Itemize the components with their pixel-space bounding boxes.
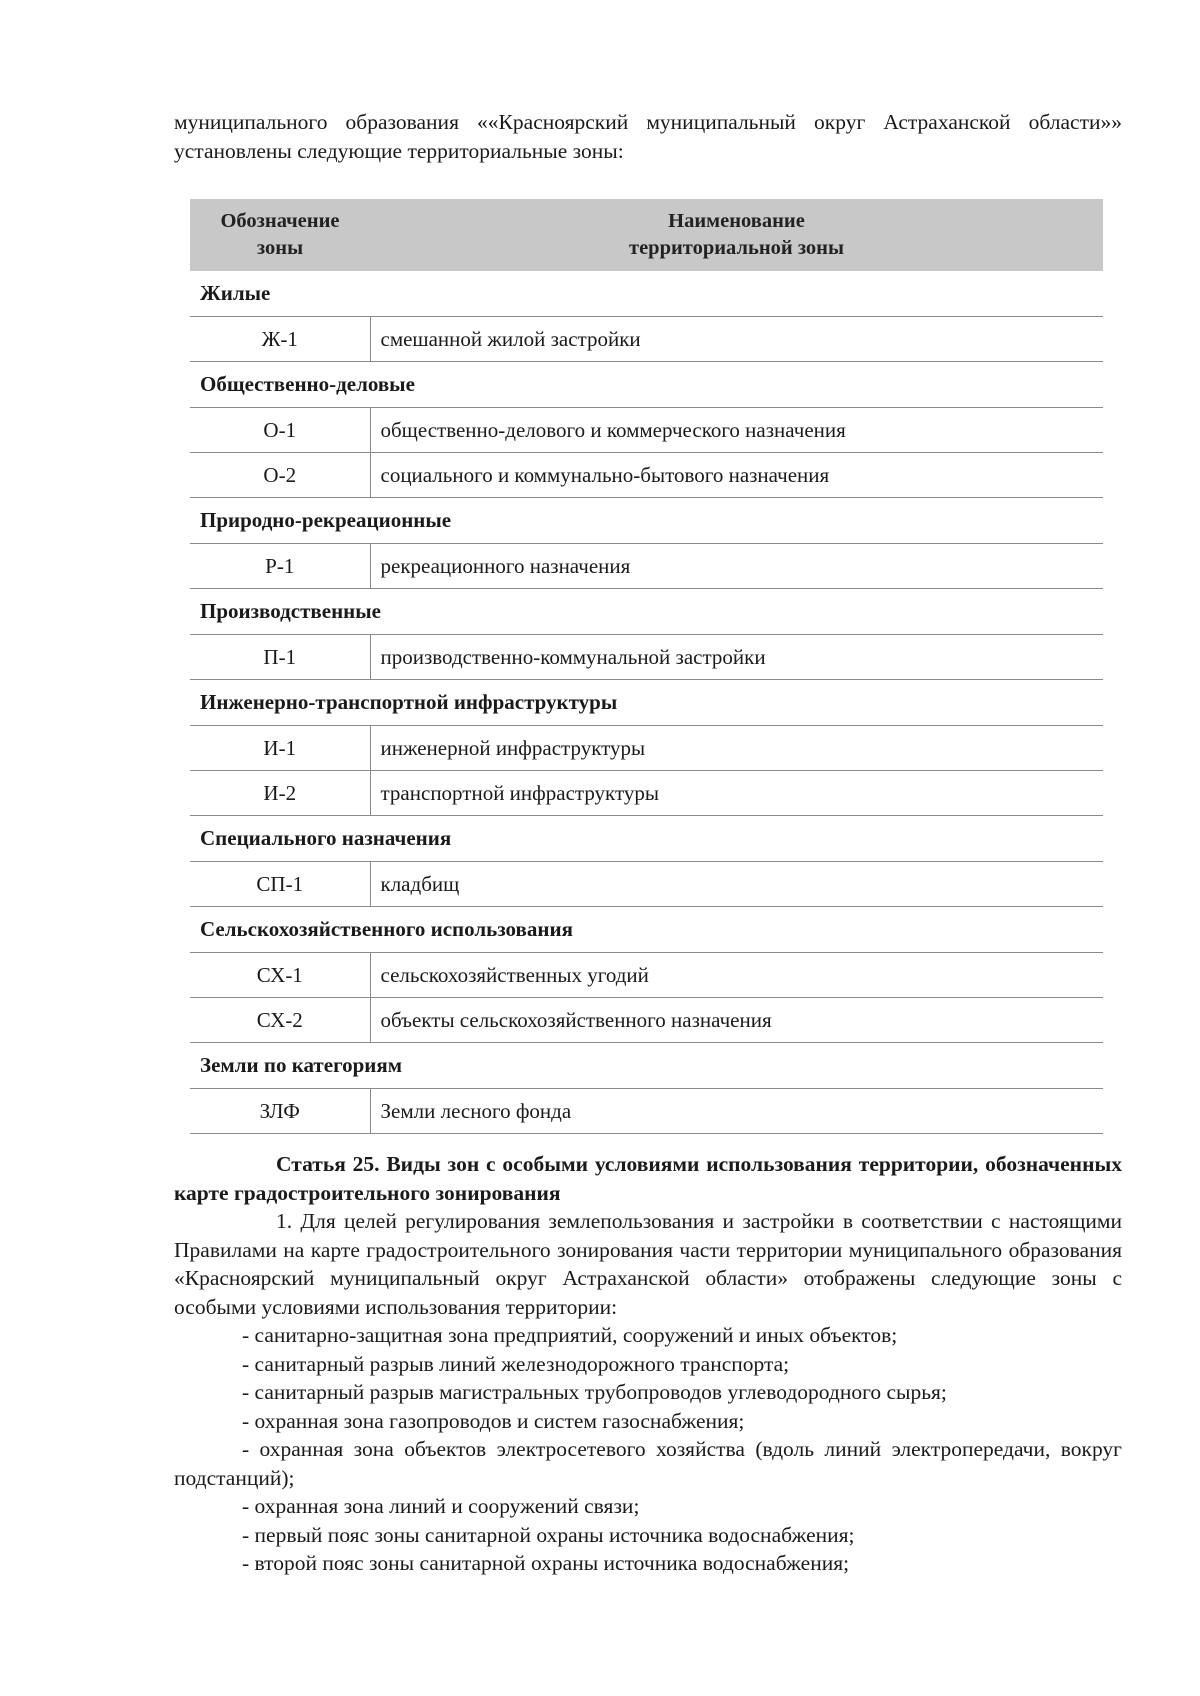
intro-paragraph: муниципального образования ««Красноярский муниципальный округ Астраханской области»» установлены следующие территориальные зоны: xyxy=(174,110,1122,163)
group-title: Инженерно-транспортной инфраструктуры xyxy=(190,680,1103,726)
zone-code: СП-1 xyxy=(190,862,370,907)
header-code-line1: Обозначение xyxy=(220,210,340,232)
list-item: - санитарный разрыв линий железнодорожного транспорта; xyxy=(242,1351,790,1376)
zone-name: Земли лесного фонда xyxy=(370,1089,1103,1134)
intro-block xyxy=(174,108,1122,165)
group-title: Производственные xyxy=(190,589,1103,635)
list-item: - второй пояс зоны санитарной охраны источника водоснабжения; xyxy=(242,1551,850,1575)
table-row xyxy=(190,1089,1103,1134)
header-zone-code xyxy=(190,199,370,271)
zone-code: Ж-1 xyxy=(190,317,370,362)
list-item: - санитарный разрыв магистральных трубопроводов углеводородного сырья; xyxy=(242,1380,947,1404)
zone-name: производственно-коммунальной застройки xyxy=(370,635,1103,680)
group-row xyxy=(190,271,1103,317)
group-row xyxy=(190,589,1103,635)
header-code-line2: зоны xyxy=(256,237,304,259)
zone-code: И-1 xyxy=(190,726,370,771)
group-title: Земли по категориям xyxy=(190,1043,1103,1089)
table-row xyxy=(190,862,1103,907)
header-zone-name xyxy=(370,199,1103,271)
group-title: Специального назначения xyxy=(190,816,1103,862)
table-row xyxy=(190,726,1103,771)
article-paragraph: 1. Для целей регулирования землепользования и застройки в соответствии с настоящими Правилами на карте градостроительного зонирования части территории муниципального образования «Красноярский муниципальный округ Астраханской области» отображены следующие зоны с особыми условиями использования территории: xyxy=(174,1209,1122,1319)
zone-name: транспортной инфраструктуры xyxy=(370,771,1103,816)
group-title: Общественно-деловые xyxy=(190,362,1103,408)
list-item: - санитарно-защитная зона предприятий, сооружений и иных объектов; xyxy=(242,1323,898,1347)
zone-code: Р-1 xyxy=(190,544,370,589)
group-title: Природно-рекреационные xyxy=(190,498,1103,544)
zone-code: СХ-2 xyxy=(190,998,370,1043)
table-row xyxy=(190,771,1103,816)
zone-name: социального и коммунально-бытового назначения xyxy=(370,453,1103,498)
zone-code: И-2 xyxy=(190,771,370,816)
header-name-line2: территориальной зоны xyxy=(629,237,844,259)
header-name-line1: Наименование xyxy=(668,210,805,232)
group-title: Сельскохозяйственного использования xyxy=(190,907,1103,953)
zone-code: П-1 xyxy=(190,635,370,680)
table-row xyxy=(190,317,1103,362)
table-row xyxy=(190,453,1103,498)
list-item: - охранная зона газопроводов и систем газоснабжения; xyxy=(242,1408,745,1433)
zone-code: О-2 xyxy=(190,453,370,498)
table-header-row xyxy=(190,199,1103,271)
group-row xyxy=(190,816,1103,862)
group-row xyxy=(190,1043,1103,1089)
zone-name: общественно-делового и коммерческого назначения xyxy=(370,408,1103,453)
table-row xyxy=(190,998,1103,1043)
group-row xyxy=(190,362,1103,408)
zone-code: ЗЛФ xyxy=(190,1089,370,1134)
list-item: - первый пояс зоны санитарной охраны источника водоснабжения; xyxy=(242,1522,855,1547)
table-row xyxy=(190,953,1103,998)
zone-name: кладбищ xyxy=(370,862,1103,907)
group-title: Жилые xyxy=(190,271,1103,317)
article-section xyxy=(174,1150,1122,1578)
zones-table xyxy=(190,199,1103,1134)
zone-name: рекреационного назначения xyxy=(370,544,1103,589)
zone-name: смешанной жилой застройки xyxy=(370,317,1103,362)
zone-name: объекты сельскохозяйственного назначения xyxy=(370,998,1103,1043)
group-row xyxy=(190,907,1103,953)
group-row xyxy=(190,498,1103,544)
list-item: - охранная зона объектов электросетевого хозяйства (вдоль линий электропередачи, вокруг подстанций); xyxy=(174,1437,1122,1490)
article-title: Статья 25. Виды зон с особыми условиями использования территории, обозначенных карте градостроительного зонирования xyxy=(174,1152,1122,1205)
zone-code: СХ-1 xyxy=(190,953,370,998)
zone-name: инженерной инфраструктуры xyxy=(370,726,1103,771)
zone-name: сельскохозяйственных угодий xyxy=(370,953,1103,998)
zone-code: О-1 xyxy=(190,408,370,453)
list-item: - охранная зона линий и сооружений связи; xyxy=(242,1494,640,1518)
table-row xyxy=(190,544,1103,589)
table-row xyxy=(190,635,1103,680)
group-row xyxy=(190,680,1103,726)
restriction-list xyxy=(174,1321,1122,1578)
table-row xyxy=(190,408,1103,453)
